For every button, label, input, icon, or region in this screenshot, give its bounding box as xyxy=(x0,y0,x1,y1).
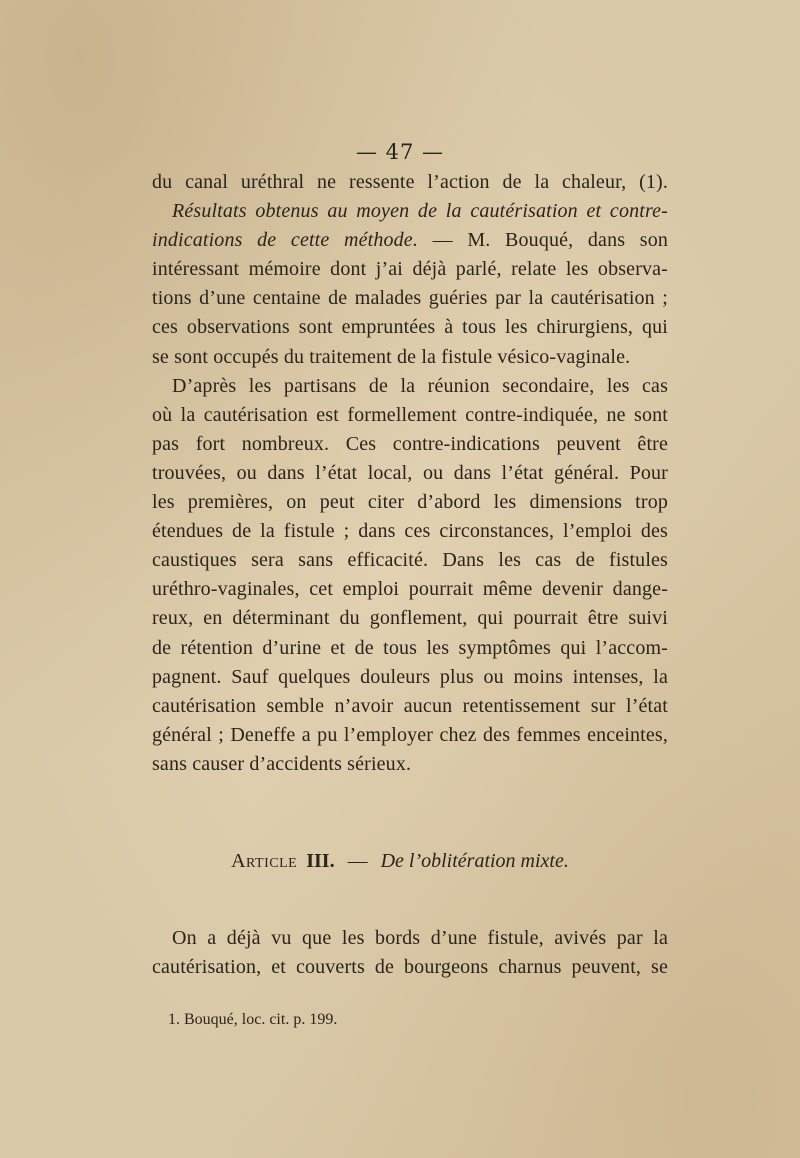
text-line: intéressant mémoire dont j’ai déjà parlé, relate les observa- xyxy=(152,258,668,281)
main-text xyxy=(152,168,668,779)
text-line: pas fort nombreux. Ces contre-indications peuvent être xyxy=(152,432,668,455)
article-number: III. xyxy=(306,850,335,872)
section-heading-part: Résultats obtenus au moyen de la cautérisation et contre- xyxy=(172,200,668,223)
text-line: sans causer d’accidents sérieux. xyxy=(152,752,412,775)
text-line: se sont occupés du traitement de la fistule vésico-vaginale. xyxy=(152,345,631,368)
article-title: De l’oblitération mixte. xyxy=(380,850,569,872)
text-line: D’après les partisans de la réunion secondaire, les cas xyxy=(172,374,668,397)
text-line: caustiques sera sans efficacité. Dans les cas de fistules xyxy=(152,549,668,572)
text-line: les premières, on peut citer d’abord les dimensions trop xyxy=(152,491,668,514)
text-line: de rétention d’urine et de tous les symptômes qui l’accom- xyxy=(152,636,668,659)
text-line: On a déjà vu que les bords d’une fistule, avivés par la xyxy=(172,927,668,949)
text-line: reux, en déterminant du gonflement, qui pourrait être suivi xyxy=(152,607,668,630)
article-dash: — xyxy=(347,850,368,872)
page-number: — 47 — xyxy=(355,140,445,164)
text-line: trouvées, ou dans l’état local, ou dans l’état général. Pour xyxy=(152,461,668,484)
text-line: cautérisation semble n’avoir aucun retentissement sur l’état xyxy=(152,694,668,717)
heading-tail: — M. Bouqué, dans son xyxy=(417,229,668,252)
section-heading-line xyxy=(152,197,668,226)
text-line: uréthro-vaginales, cet emploi pourrait même devenir dange- xyxy=(152,578,668,601)
text-line: ces observations sont empruntées à tous les chirurgiens, qui xyxy=(152,316,668,339)
section-heading-part: indications de cette méthode. xyxy=(152,229,418,252)
text-line: du canal uréthral ne ressente l’action de la chaleur, (1). xyxy=(152,171,668,193)
text-line: pagnent. Sauf quelques douleurs plus ou moins intenses, la xyxy=(152,665,668,688)
section-heading-line xyxy=(152,226,668,255)
text-line: général ; Deneffe a pu l’employer chez des femmes enceintes, xyxy=(152,723,668,746)
footnote: 1. Bouqué, loc. cit. p. 199. xyxy=(168,1011,338,1028)
article-heading xyxy=(0,850,800,873)
text-line: cautérisation, et couverts de bourgeons charnus peuvent, se xyxy=(152,956,668,979)
text-line: étendues de la fistule ; dans ces circonstances, l’emploi des xyxy=(152,520,668,543)
text-line: tions d’une centaine de malades guéries par la cautérisation ; xyxy=(152,287,668,310)
article-label: Article xyxy=(231,850,298,872)
main-text-continued xyxy=(152,924,668,982)
text-line: où la cautérisation est formellement contre-indiquée, ne sont xyxy=(152,403,668,426)
